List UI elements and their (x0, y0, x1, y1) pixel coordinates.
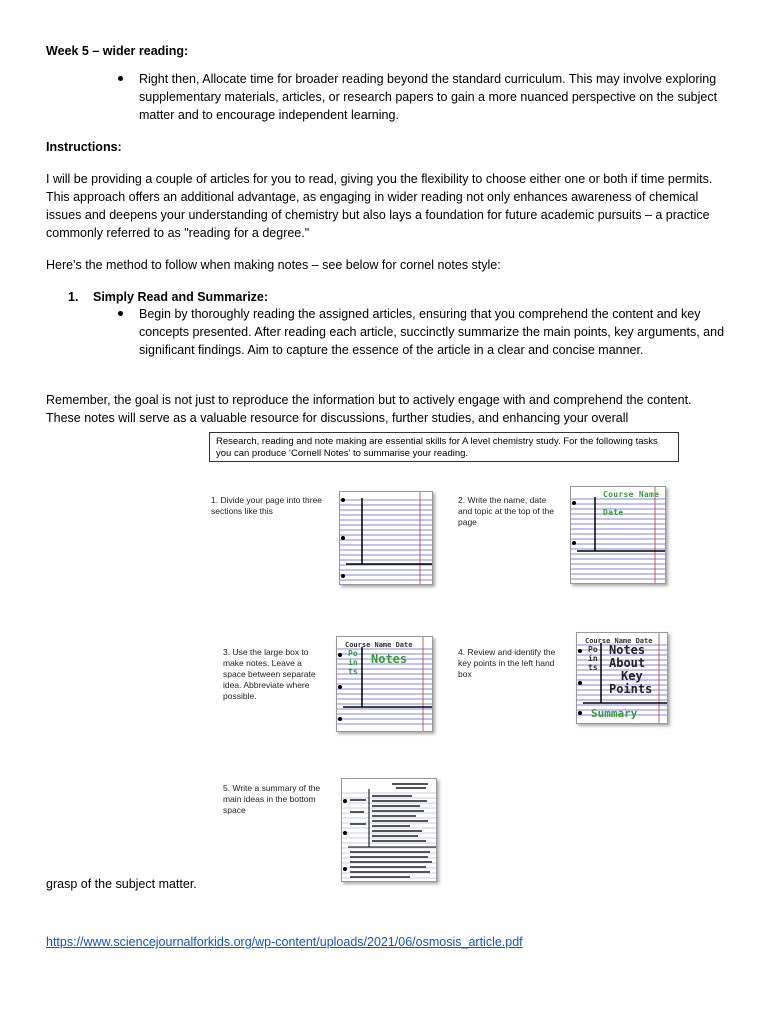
cornell-step-4-text: 4. Review and identify the key points in the left hand box (458, 647, 556, 679)
step-bullet-text: Begin by thoroughly reading the assigned articles, ensuring that you comprehend the content and key concepts presented. After reading each article, succinctly summarize the main points, key arguments, and significant findings. Aim to capture the essence of the article in a clear and concise manner. (139, 307, 725, 357)
cornell-info-box: Research, reading and note making are essential skills for A level chemistry study. For the following tasks you can produce ‘Cornell Notes’ to summarise your reading. (209, 432, 679, 462)
intro-bullet-text: Right then, Allocate time for broader reading beyond the standard curriculum. This may involve exploring supplementary materials, articles, or research papers to gain a more nuanced perspective on the subject matter and to encourage independent learning. (139, 72, 718, 122)
bullet-dot (118, 76, 123, 81)
step-number: 1. (68, 290, 79, 304)
paper-header: Course Name Date (585, 637, 653, 645)
cornell-paper-2 (570, 486, 666, 584)
paper-notes-line: Notes (609, 643, 646, 657)
paragraph-1: I will be providing a couple of articles for you to read, giving you the flexibility to choose either one or both if time permits. This approach offers an additional advantage, as engaging in wider reading not only enhances awareness of chemical issues and deepens your understanding of chemistry but also lays a foundation for future academic pursuits – a practice commonly referred to as "reading for a degree." (46, 172, 713, 240)
paragraph-3-end: grasp of the subject matter. (46, 877, 197, 891)
paper-notes-line: Points (609, 682, 653, 696)
paper-points-vertical: Points (348, 649, 358, 676)
paper-lines-5 (342, 779, 436, 881)
paragraph-3: Remember, the goal is not just to reproduce the information but to actively engage with and comprehend the content. These notes will serve as a valuable resource for discussions, further studies, and enhancing your overall (46, 393, 692, 425)
cornell-paper-4 (576, 632, 668, 724)
paper-notes-label: Notes (371, 652, 408, 666)
cornell-step-1-text: 1. Divide your page into three sections like this (211, 495, 323, 516)
paper-lines-1 (340, 492, 432, 584)
bullet-dot (118, 311, 123, 316)
cornell-step-5-text: 5. Write a summary of the main ideas in the bottom space (223, 783, 321, 815)
paper-summary-label: Summary (591, 707, 638, 720)
cornell-paper-1 (339, 491, 433, 585)
step-title: Simply Read and Summarize: (93, 290, 269, 304)
cornell-paper-5 (341, 778, 437, 882)
paper-points-vertical: Points (588, 645, 598, 672)
instructions-heading: Instructions: (46, 140, 122, 154)
paper-header: Course Name Date (345, 641, 413, 649)
paper-notes-about (609, 644, 652, 696)
paper-notes-line: About (609, 656, 646, 670)
paragraph-2: Here's the method to follow when making notes – see below for cornel notes style: (46, 258, 501, 272)
cornell-step-3-text: 3. Use the large box to make notes. Leave a space between separate idea. Abbreviate where possible. (223, 647, 316, 701)
osmosis-article-link[interactable]: https://www.sciencejournalforkids.org/wp-content/uploads/2021/06/osmosis_article.pdf (46, 935, 523, 949)
paper-header-green: Course Name Date (603, 490, 660, 517)
cornell-step-2-text: 2. Write the name, date and topic at the top of the page (458, 495, 554, 527)
page-heading: Week 5 – wider reading: (46, 44, 189, 58)
cornell-paper-3 (336, 636, 433, 732)
paper-notes-line: Key (621, 669, 643, 683)
